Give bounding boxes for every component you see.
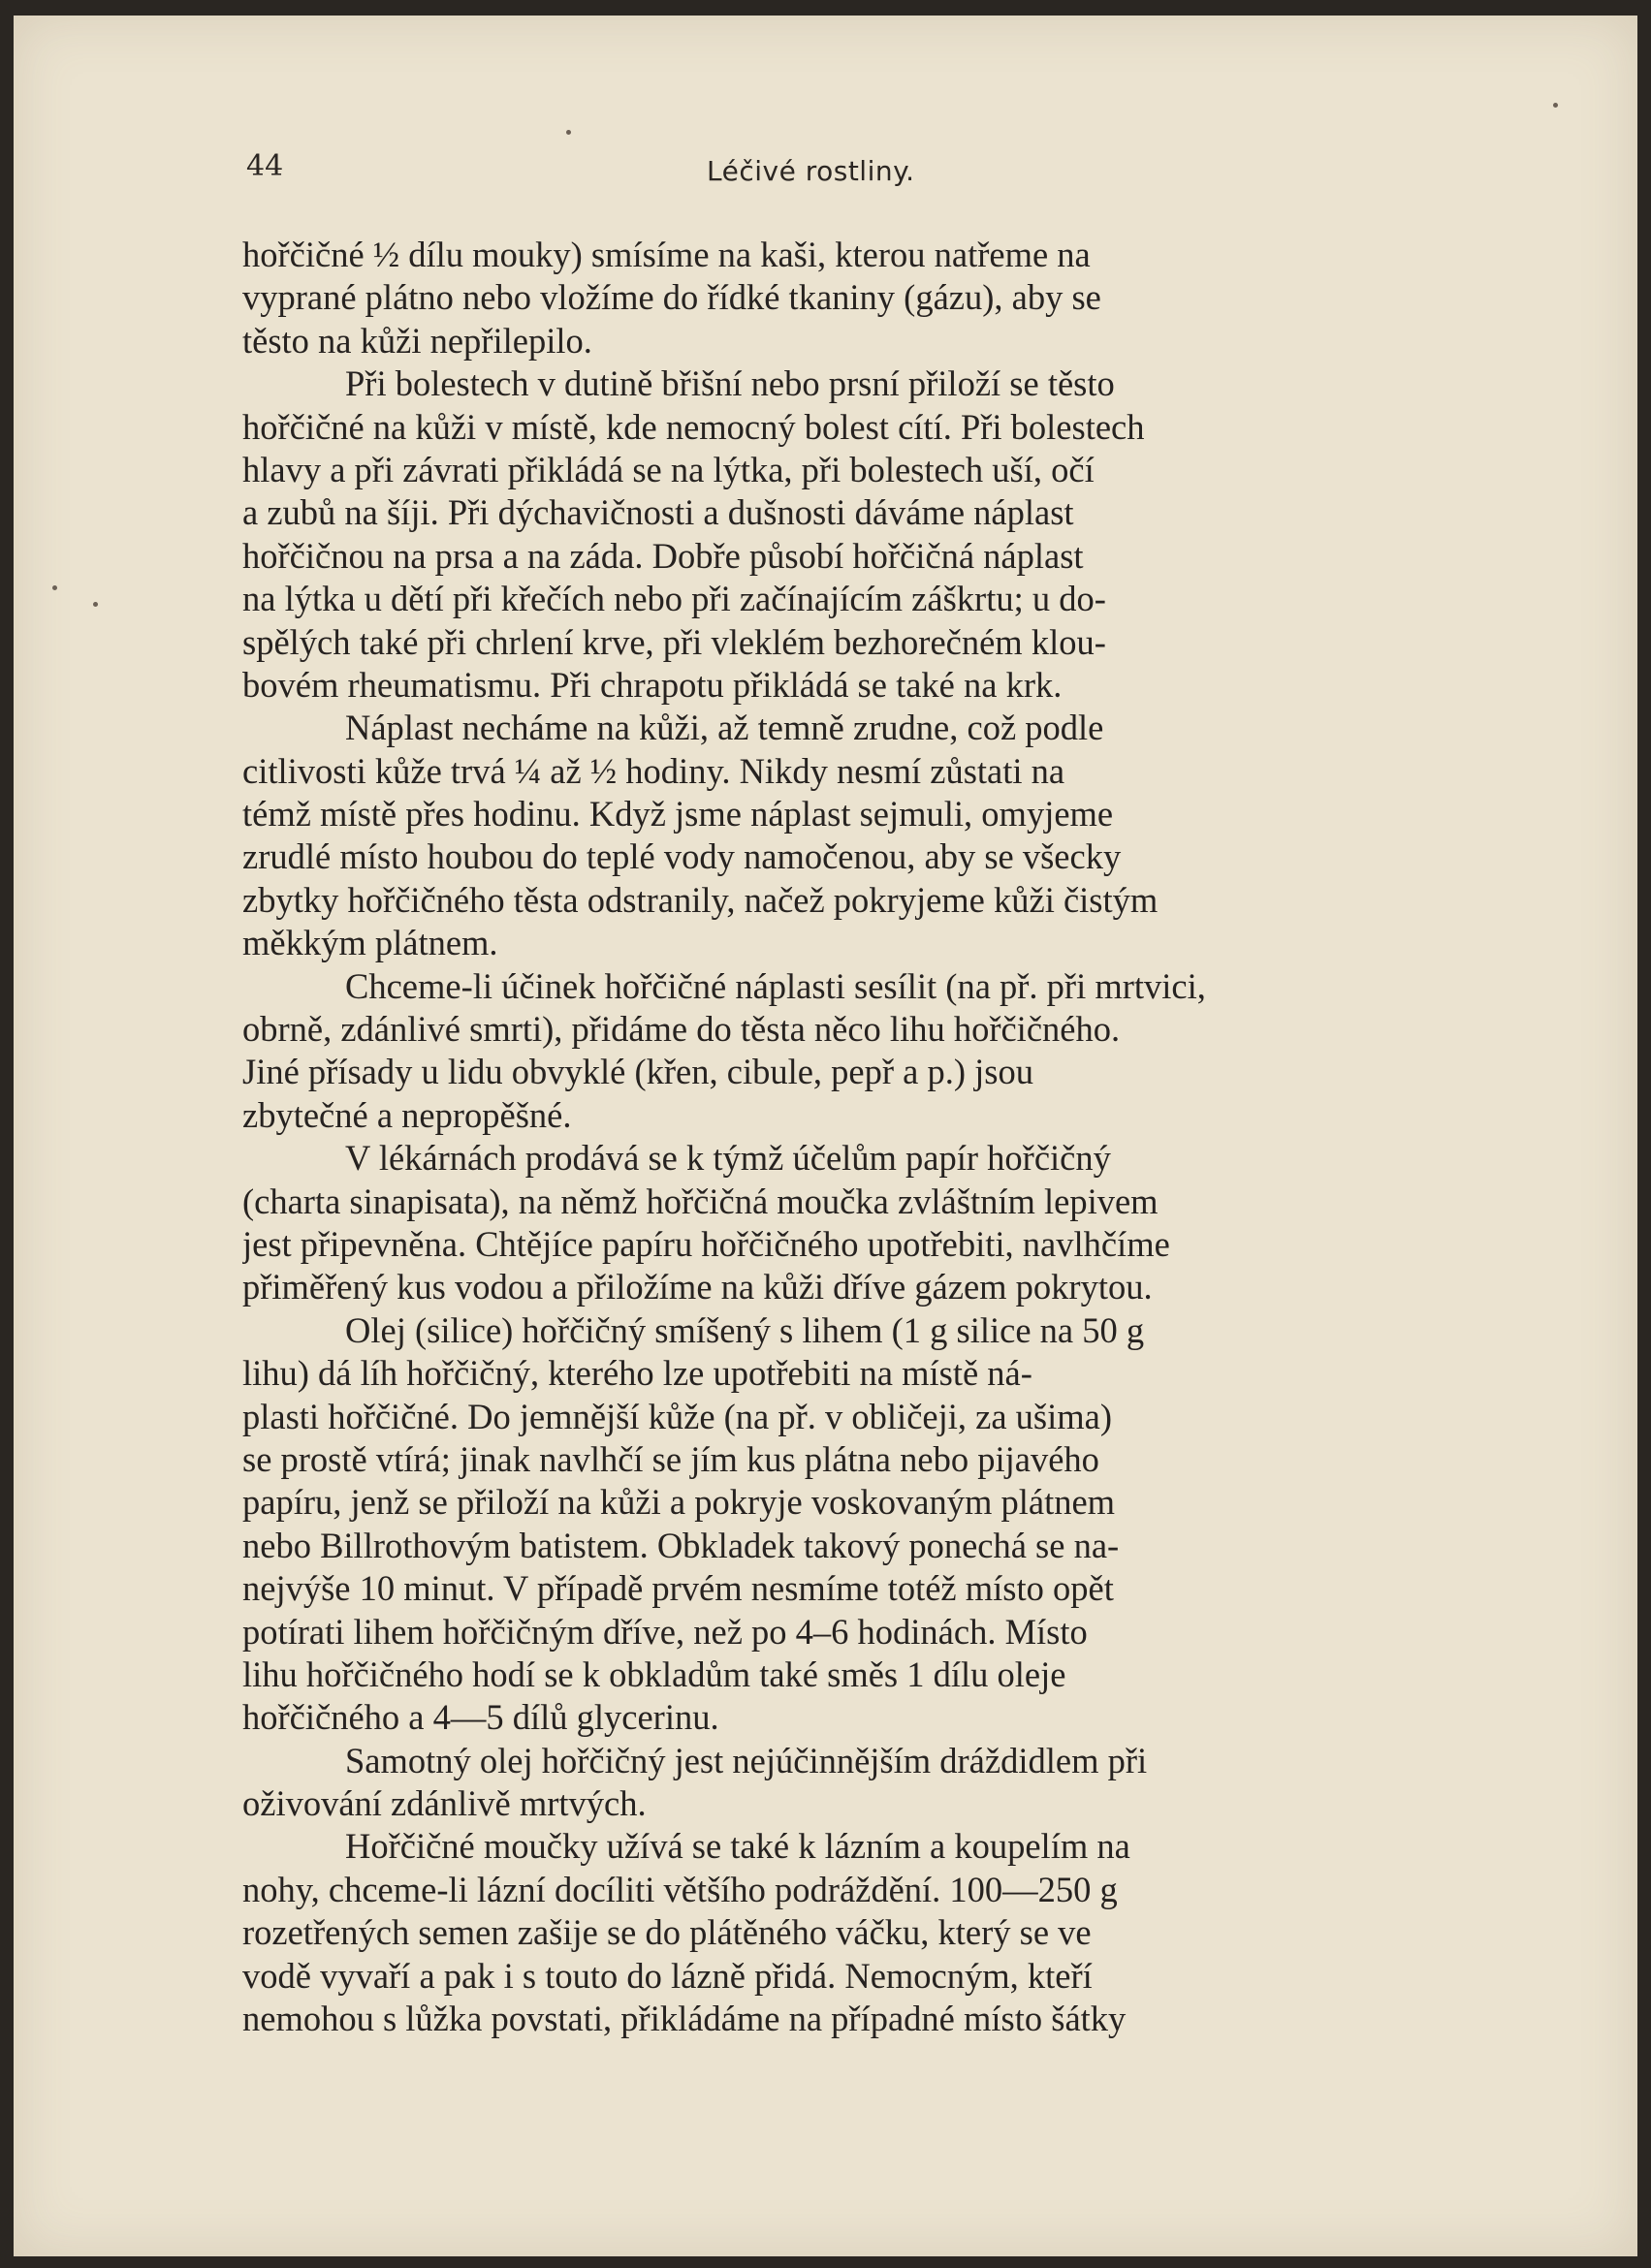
text-line: oživování zdánlivě mrtvých. [242, 1783, 647, 1824]
running-title: Léčivé rostliny. [707, 155, 915, 187]
paragraph-ucinek [242, 965, 1466, 1138]
text-line: Chceme-li účinek hořčičné náplasti sesílit (na př. při mrtvici, [345, 965, 1206, 1006]
text-line: na lýtka u dětí při křečích nebo při začínajícím záškrtu; u do- [242, 579, 1106, 619]
text-line: potírati lihem hořčičným dříve, než po 4–6 hodinách. Místo [242, 1611, 1088, 1652]
text-line: nemohou s lůžka povstati, přikládáme na případné místo šátky [242, 1999, 1127, 2039]
paragraph-olej [242, 1309, 1466, 1740]
text-line: vyprané plátno nebo vložíme do řídké tkaniny (gázu), aby se [242, 277, 1101, 318]
body-text [242, 234, 1466, 2040]
text-line: plasti hořčičné. Do jemnější kůže (na př. v obličeji, za ušima) [242, 1396, 1112, 1436]
paragraph-moucky [242, 1825, 1466, 2040]
text-line: papíru, jenž se přiloží na kůži a pokryje voskovaným plátnem [242, 1482, 1116, 1523]
text-line: nohy, chceme-li lázní docíliti většího podráždění. 100—250 g [242, 1869, 1118, 1909]
book-page [14, 16, 1637, 2256]
text-line: rozetřených semen zašije se do plátěného váčku, který se ve [242, 1912, 1092, 1953]
ink-speck [566, 130, 571, 135]
ink-speck [1553, 103, 1558, 108]
text-line: zbytečné a nepropěšné. [242, 1094, 572, 1135]
paragraph-papir [242, 1137, 1466, 1309]
text-line: Při bolestech v dutině břišní nebo prsní přiloží se těsto [345, 363, 1115, 404]
text-line: obrně, zdánlivé smrti), přidáme do těsta něco lihu hořčičného. [242, 1009, 1121, 1050]
text-line: hořčičné na kůži v místě, kde nemocný bolest cítí. Při bolestech [242, 406, 1145, 447]
text-line: přiměřený kus vodou a přiložíme na kůži dříve gázem pokrytou. [242, 1267, 1153, 1307]
paragraph-naplast [242, 707, 1466, 964]
text-line: měkkým plátnem. [242, 923, 498, 963]
text-line: bovém rheumatismu. Při chrapotu přikládá se také na krk. [242, 664, 1063, 705]
ink-speck [93, 602, 98, 607]
text-line: nejvýše 10 minut. V případě prvém nesmíme totéž místo opět [242, 1568, 1114, 1609]
text-line: V lékárnách prodává se k týmž účelům papír hořčičný [345, 1138, 1111, 1179]
text-line: se prostě vtírá; jinak navlhčí se jím kus plátna nebo pijavého [242, 1438, 1099, 1479]
text-line: těsto na kůži nepřilepilo. [242, 320, 592, 361]
text-line: lihu) dá líh hořčičný, kterého lze upotřebiti na místě ná- [242, 1353, 1032, 1394]
paragraph-bolestech [242, 362, 1466, 707]
text-line: spělých také při chrlení krve, při vleklém bezhorečném klou- [242, 621, 1106, 662]
text-line: Jiné přísady u lidu obvyklé (křen, cibule, pepř a p.) jsou [242, 1052, 1033, 1092]
text-line: Samotný olej hořčičný jest nejúčinnějším dráždidlem při [345, 1740, 1148, 1780]
running-head [14, 149, 1637, 198]
ink-speck [52, 585, 57, 590]
text-line: hořčičného a 4—5 dílů glycerinu. [242, 1697, 719, 1738]
paragraph-samotny [242, 1740, 1466, 1826]
text-line: hořčičnou na prsa a na záda. Dobře působí hořčičná náplast [242, 535, 1084, 576]
text-line: hořčičné ½ dílu mouky) smísíme na kaši, kterou natřeme na [242, 235, 1091, 274]
text-line: jest připevněna. Chtějíce papíru hořčičného upotřebiti, navlhčíme [242, 1223, 1170, 1264]
text-line: nebo Billrothovým batistem. Obkladek takový ponechá se na- [242, 1525, 1120, 1565]
text-line: Olej (silice) hořčičný smíšený s lihem (1 g silice na 50 g [345, 1309, 1145, 1350]
page-number: 44 [246, 149, 284, 183]
text-line: hlavy a při závrati přikládá se na lýtka, při bolestech uší, očí [242, 449, 1095, 489]
text-line: Hořčičné moučky užívá se také k lázním a koupelím na [345, 1826, 1130, 1867]
text-line: vodě vyvaří a pak i s touto do lázně přidá. Nemocným, kteří [242, 1955, 1093, 1996]
text-line: zrudlé místo houbou do teplé vody namočenou, aby se všecky [242, 836, 1122, 877]
text-line: témž místě přes hodinu. Když jsme náplast sejmuli, omyjeme [242, 794, 1114, 835]
text-line: lihu hořčičného hodí se k obkladům také směs 1 dílu oleje [242, 1654, 1066, 1694]
paragraph-continued [242, 234, 1466, 362]
text-line: a zubů na šíji. Při dýchavičnosti a dušnosti dáváme náplast [242, 492, 1074, 533]
text-line: Náplast necháme na kůži, až temně zrudne, což podle [345, 708, 1104, 748]
text-line: (charta sinapisata), na němž hořčičná moučka zvláštním lepivem [242, 1181, 1159, 1221]
text-line: citlivosti kůže trvá ¼ až ½ hodiny. Nikdy nesmí zůstati na [242, 750, 1065, 791]
text-line: zbytky hořčičného těsta odstranily, načež pokryjeme kůži čistým [242, 879, 1159, 920]
